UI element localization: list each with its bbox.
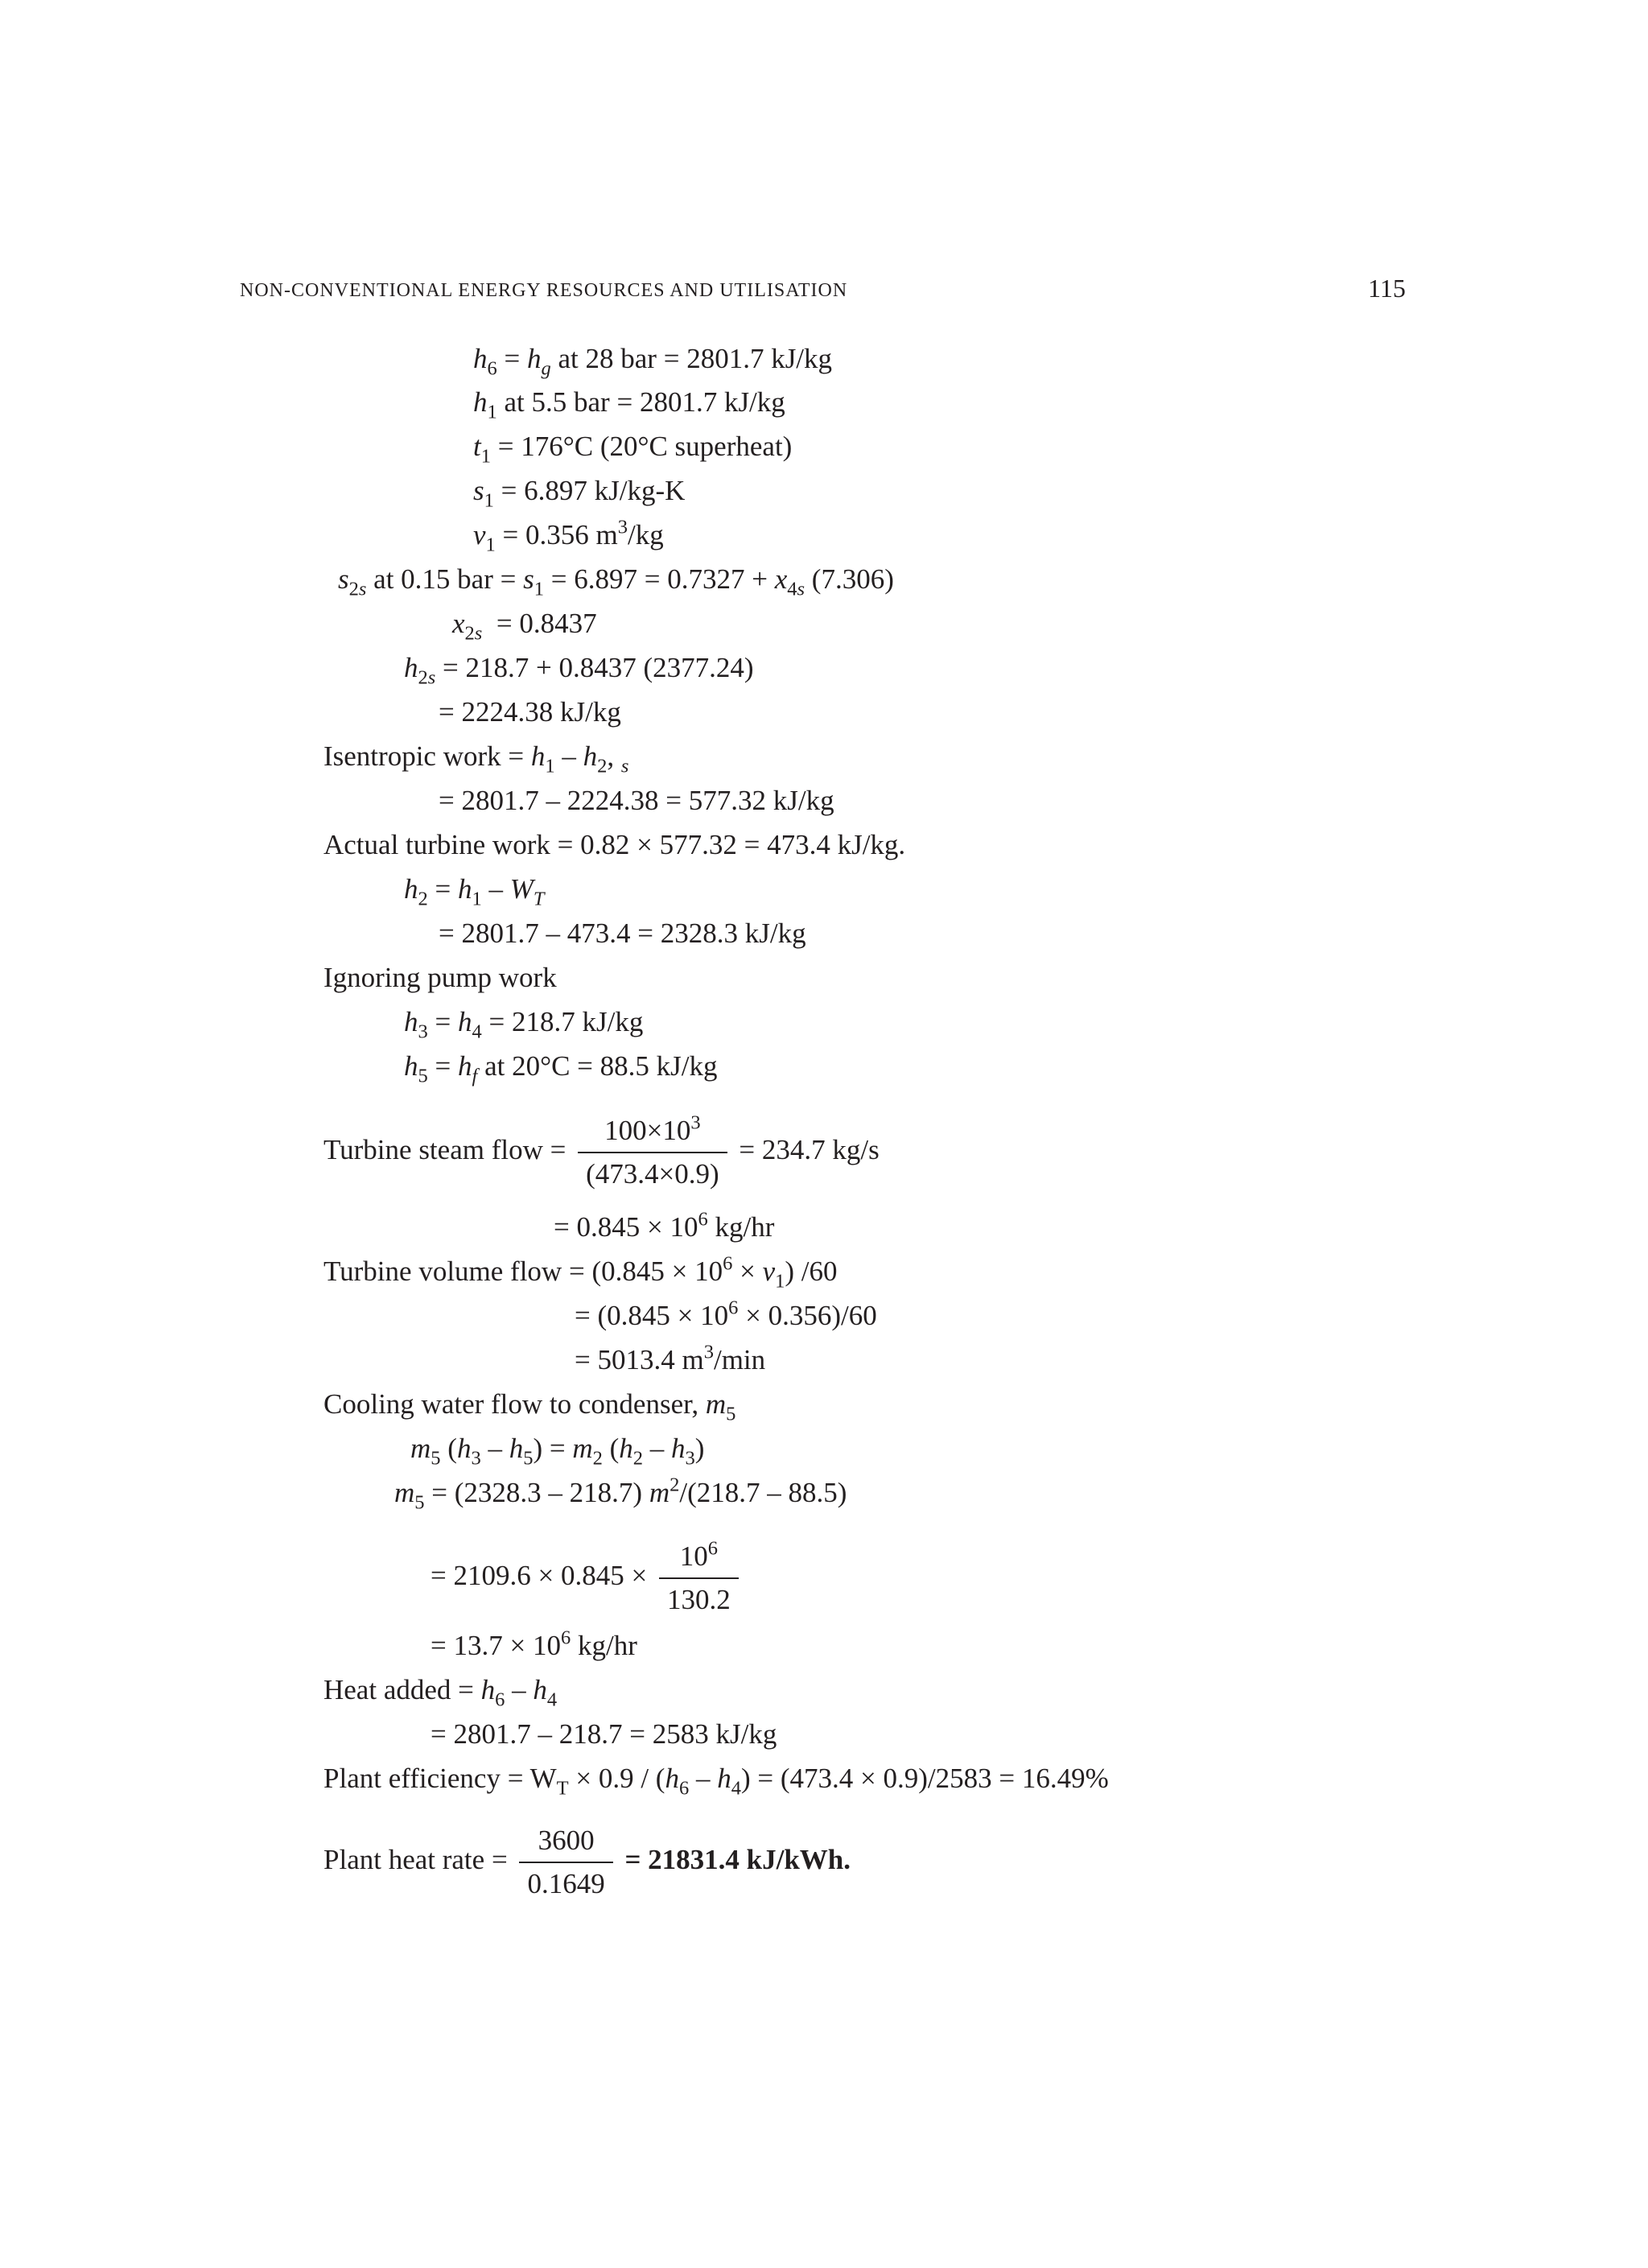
eq-t1: $t_1 = 176^\circ C$ (20°C superheat)	[473, 431, 793, 468]
eq-plant-efficiency: Plant efficiency = $W_T \times 0.9 / (h_6 - h_4) = (473.4 \times 0.9)/2583 = 16.49\%$	[323, 1763, 1109, 1800]
fraction: $\frac{10^6}{130.2}$	[659, 1539, 739, 1618]
eq-isentropic-work-value: = 2801.7 – 2224.38 = 577.32 kJ/kg	[439, 785, 834, 816]
eq-actual-work: Actual turbine work = 0.82 × 577.32 = 473.4 kJ/kg.	[323, 829, 906, 860]
eq-volume-flow-result: = 5013.4 $m^3/\min$	[575, 1341, 766, 1375]
eq-isentropic-work: Isentropic work = $h_1 - h_2$, $_s$	[323, 740, 629, 777]
eq-volume-flow: Turbine volume flow = $(0.845 \times 10^6 \times v_1)$ /60	[323, 1252, 838, 1293]
eq-cooling-water: Cooling water flow to condenser, $m_5$	[323, 1388, 736, 1425]
eq-s1: $s_1 = 6.897$ kJ/kg-K	[473, 475, 686, 512]
fraction: $\frac{100\times 10^3}{(473.4\times 0.9)}$	[578, 1113, 727, 1192]
eq-steam-flow-hr: = $0.845 \times 10^6$ kg/hr	[554, 1208, 775, 1243]
eq-m5-value: = 2109.6 × 0.845 × $\frac{10^6}{130.2}$	[431, 1539, 744, 1618]
running-header: NON-CONVENTIONAL ENERGY RESOURCES AND UTILISATION	[240, 280, 848, 301]
eq-s2s: $s_{2s}$ at 0.15 bar = $s_1 = 6.897 = 0.7327 + x_{4s}$ (7.306)	[338, 563, 894, 600]
eq-m5-result: = $13.7 \times 10^6$ kg/hr	[431, 1627, 637, 1661]
eq-pump-note: Ignoring pump work	[323, 962, 557, 993]
eq-h2: $h_2 = h_1 - W_T$	[404, 873, 545, 910]
eq-h3: $h_3 = h_4 = 218.7$ kJ/kg	[404, 1006, 644, 1043]
eq-h1: $h_1$ at 5.5 bar = 2801.7 kJ/kg	[473, 386, 785, 423]
eq-steam-flow: Turbine steam flow = $\frac{100\times 10^3}{(473.4\times 0.9)}$ = 234.7 kg/s	[323, 1113, 880, 1192]
eq-heat-rate: Plant heat rate = $\frac{3600}{0.1649}$ = 21831.4 kJ/kWh.	[323, 1823, 851, 1902]
eq-volume-flow-sub: = $(0.845 \times 10^6 \times 0.356)/60$	[575, 1297, 877, 1331]
final-result: = 21831.4 kJ/kWh.	[624, 1843, 851, 1875]
eq-heat-added: Heat added = $h_6 - h_4$	[323, 1674, 558, 1711]
fraction: $\frac{3600}{0.1649}$	[519, 1823, 612, 1902]
eq-h2s: $h_{2s} = 218.7 + 0.8437$ (2377.24)	[404, 652, 754, 689]
eq-h6: $h_6 = h_g$ at 28 bar = 2801.7 kJ/kg	[473, 343, 833, 380]
eq-m5: $m_5 = (2328.3 - 218.7)$ $m^2/(218.7 - 88.5)$	[394, 1474, 847, 1514]
page-number: 115	[1368, 274, 1406, 303]
eq-energy-balance: $m_5$ $(h_3 - h_5) = m_2$ $(h_2 - h_3)$	[410, 1433, 705, 1470]
eq-v1: $v_1 = 0.356$ $m^3/kg$	[473, 516, 664, 556]
eq-x2s: $x_{2s} = 0.8437$	[452, 608, 597, 645]
eq-h2s-result: = 2224.38 kJ/kg	[439, 696, 621, 728]
eq-h2-value: = 2801.7 – 473.4 = 2328.3 kJ/kg	[439, 918, 806, 949]
eq-heat-added-value: = 2801.7 – 218.7 = 2583 kJ/kg	[431, 1718, 777, 1750]
eq-h5: $h_5 = h_f$ at 20°C = 88.5 kJ/kg	[404, 1050, 718, 1087]
